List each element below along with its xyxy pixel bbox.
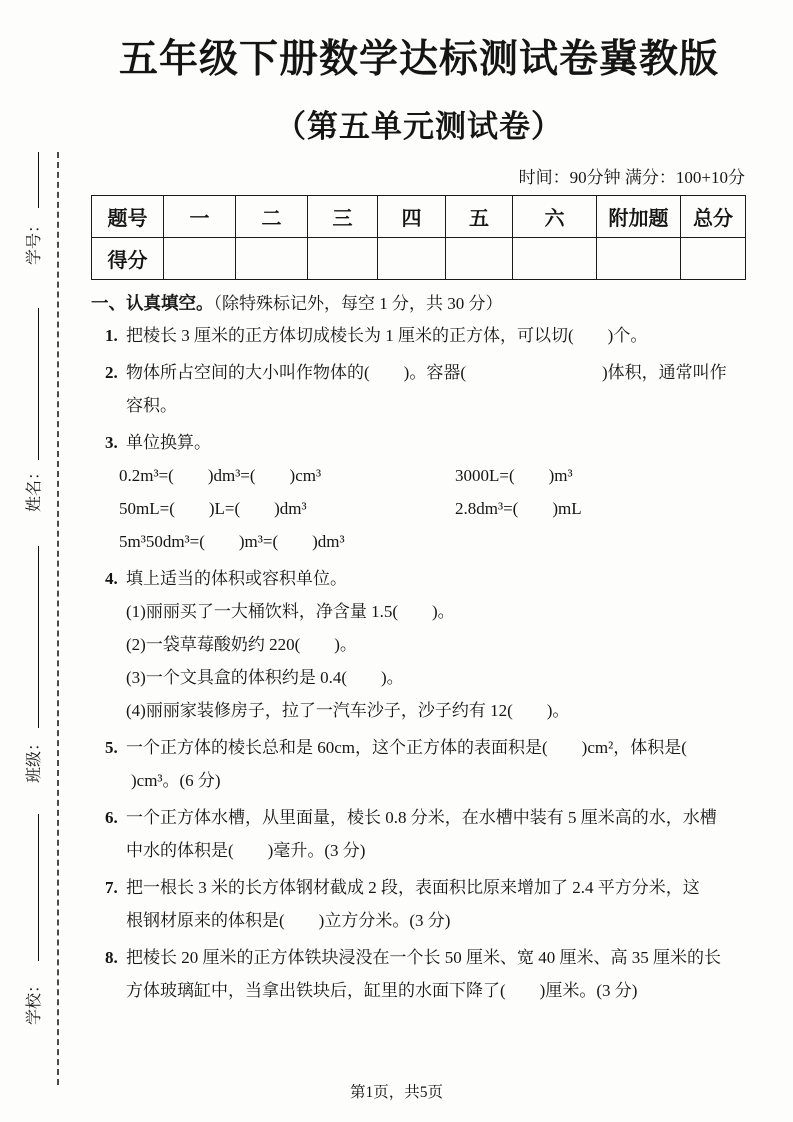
class-label: 班级： [26, 735, 43, 784]
sub-question-text: (3)一个文具盒的体积约是 0.4( )。 [126, 668, 404, 687]
column-header: 五 [446, 196, 513, 238]
question-text: 方体玻璃缸中，当拿出铁块后，缸里的水面下降了( )厘米。(3 分) [126, 981, 638, 1000]
section-one-note: （除特殊标记外，每空 1 分，共 30 分） [213, 294, 503, 313]
column-header: 六 [513, 196, 597, 238]
score-table [91, 195, 746, 280]
question-text: 把棱长 20 厘米的正方体铁块浸没在一个长 50 厘米、宽 40 厘米、高 35 厘米的长 [126, 948, 721, 967]
column-header: 总分 [681, 196, 746, 238]
question-number: 6. [105, 808, 118, 827]
class-blank-line [38, 546, 39, 728]
section-one-title: 一、认真填空。 [91, 293, 214, 313]
question-number-header: 题号 [92, 196, 164, 238]
column-header: 二 [236, 196, 308, 238]
score-cell [164, 238, 236, 280]
question-number: 4. [105, 569, 118, 588]
score-cell [446, 238, 513, 280]
name-label: 姓名： [26, 464, 43, 513]
score-cell [597, 238, 681, 280]
conversion-expression: 5m³50dm³=( )m³=( )dm³ [119, 532, 345, 551]
sub-question-text: (4)丽丽家装修房子，拉了一汽车沙子，沙子约有 12( )。 [126, 701, 570, 720]
conversion-expression: 0.2m³=( )dm³=( )cm³ [119, 466, 322, 485]
question-1 [91, 319, 747, 352]
question-text: 中水的体积是( )毫升。(3 分) [126, 841, 366, 860]
question-number: 1. [105, 326, 118, 345]
conversion-expression: 2.8dm³=( )mL [455, 499, 582, 518]
school-blank-line [38, 814, 39, 961]
question-text: 一个正方体水槽，从里面量，棱长 0.8 分米，在水槽中装有 5 厘米高的水，水槽 [126, 808, 717, 827]
paper-subtitle: （第五单元测试卷） [275, 109, 563, 144]
name-blank-line [38, 308, 39, 460]
score-cell [378, 238, 446, 280]
question-text: 单位换算。 [126, 433, 211, 452]
question-text: 填上适当的体积或容积单位。 [126, 569, 347, 588]
conversion-expression: 50mL=( )L=( )dm³ [119, 499, 307, 518]
question-8 [91, 941, 747, 1007]
paper-title: 五年级下册数学达标测试卷冀教版 [118, 38, 719, 81]
page-footer: 第1页，共5页 [349, 1084, 443, 1101]
score-cell [308, 238, 378, 280]
question-text: 把棱长 3 厘米的正方体切成棱长为 1 厘米的正方体，可以切( )个。 [126, 326, 648, 345]
column-header: 三 [308, 196, 378, 238]
sub-question-text: (2)一袋草莓酸奶约 220( )。 [126, 635, 357, 654]
question-number: 8. [105, 948, 118, 967]
column-header: 四 [378, 196, 446, 238]
question-number: 7. [105, 878, 118, 897]
score-cell [681, 238, 746, 280]
question-text: )cm³。(6 分) [114, 771, 221, 790]
column-header: 附加题 [597, 196, 681, 238]
time-score-info: 时间：90分钟 满分：100+10分 [518, 168, 745, 187]
sub-question-text: (1)丽丽买了一大桶饮料，净含量 1.5( )。 [126, 602, 455, 621]
student-id-blank-line [38, 152, 39, 208]
student-id-label: 学号： [26, 217, 43, 266]
column-header: 一 [164, 196, 236, 238]
fill-in-questions [91, 319, 747, 1007]
main-content [91, 20, 747, 1007]
question-7 [91, 871, 747, 937]
question-6 [91, 801, 747, 867]
school-label: 学校： [26, 977, 43, 1026]
binding-dashed-line [57, 152, 59, 1085]
score-table-score-row [92, 238, 746, 280]
question-text: 一个正方体的棱长总和是 60cm，这个正方体的表面积是( )cm²，体积是( [126, 738, 687, 757]
question-text: 把一根长 3 米的长方体钢材截成 2 段，表面积比原来增加了 2.4 平方分米，这 [126, 878, 700, 897]
conversion-expression: 3000L=( )m³ [455, 466, 573, 485]
question-5 [91, 731, 747, 797]
question-text: 根钢材原来的体积是( )立方分米。(3 分) [126, 911, 451, 930]
score-row-label: 得分 [92, 238, 164, 280]
question-number: 2. [105, 363, 118, 382]
question-number: 3. [105, 433, 118, 452]
score-cell [236, 238, 308, 280]
question-number: 5. [105, 738, 118, 757]
section-one-heading [91, 289, 747, 315]
question-text: 物体所占空间的大小叫作物体的( )。容器( )体积，通常叫作 [126, 363, 727, 382]
score-table-header-row [92, 196, 746, 238]
question-text: 容积。 [126, 396, 177, 415]
question-2 [91, 356, 747, 422]
question-3 [91, 426, 747, 558]
score-cell [513, 238, 597, 280]
question-4 [91, 562, 747, 727]
